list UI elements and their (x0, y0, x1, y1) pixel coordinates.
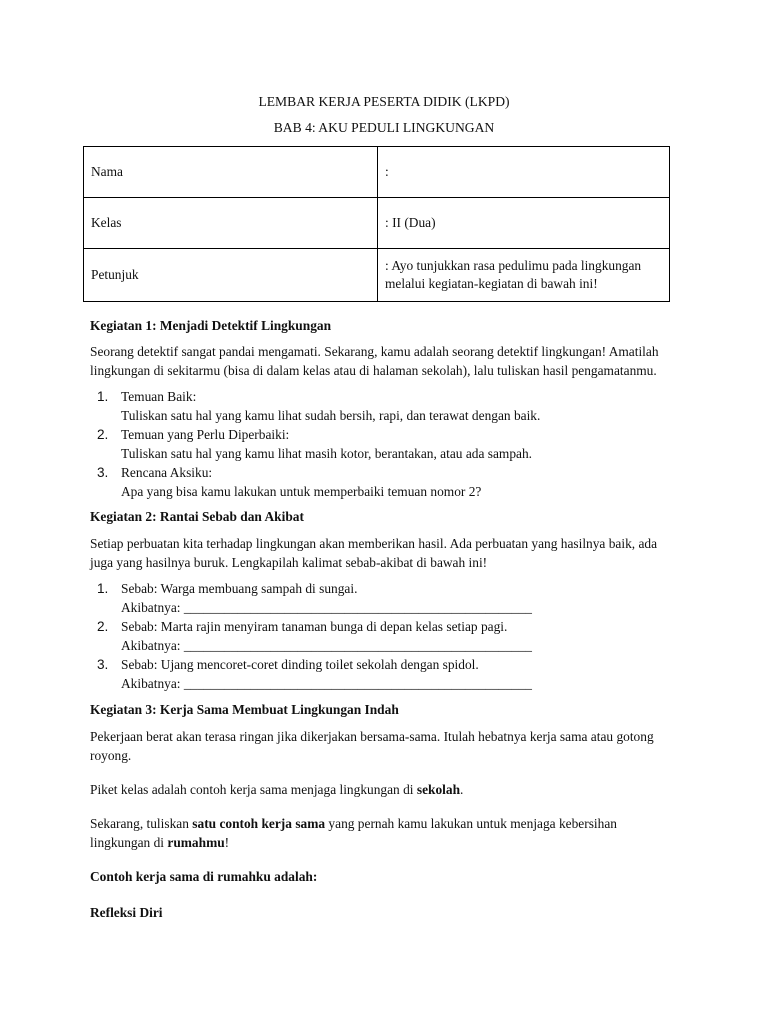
kegiatan-2-list (90, 579, 680, 693)
petunjuk-line-1: : Ayo tunjukkan rasa pedulimu pada lingkungan (385, 258, 642, 273)
kegiatan-1-list (90, 387, 680, 501)
p3-line-1 (90, 814, 680, 833)
p2-text: Piket kelas adalah contoh kerja sama menjaga lingkungan di (90, 782, 417, 797)
item-number: 2. (97, 619, 109, 634)
item-title: Rencana Aksiku: (121, 465, 213, 480)
chapter-title: BAB 4: AKU PEDULI LINGKUNGAN (273, 120, 495, 135)
p3-text: Sekarang, tuliskan (90, 816, 193, 831)
list-item (90, 617, 680, 655)
document-title: LEMBAR KERJA PESERTA DIDIK (LKPD) (258, 94, 510, 109)
p3-line-2 (90, 833, 680, 852)
item-akibat-blank: Akibatnya: ____________________________________________________ (121, 600, 533, 615)
nama-value: : (378, 147, 670, 198)
p3-emphasis: satu contoh kerja sama (192, 816, 326, 831)
kegiatan-2-intro (90, 534, 680, 572)
item-detail: Tuliskan satu hal yang kamu lihat masih kotor, berantakan, atau ada sampah. (121, 446, 533, 461)
info-row-kelas (84, 198, 670, 249)
item-detail: Tuliskan satu hal yang kamu lihat sudah bersih, rapi, dan terawat dengan baik. (121, 408, 541, 423)
item-title: Temuan yang Perlu Diperbaiki: (121, 427, 290, 442)
item-sebab: Sebab: Warga membuang sampah di sungai. (121, 581, 358, 596)
kegiatan-3-paragraph-3 (90, 814, 680, 852)
item-sebab: Sebab: Marta rajin menyiram tanaman bunga di depan kelas setiap pagi. (121, 619, 508, 634)
item-detail: Apa yang bisa kamu lakukan untuk memperbaiki temuan nomor 2? (121, 484, 482, 499)
item-number: 2. (97, 427, 109, 442)
kegiatan-3-heading: Kegiatan 3: Kerja Sama Membuat Lingkungan Indah (90, 702, 399, 717)
list-item (90, 387, 680, 425)
kegiatan-2-intro-line-2: juga yang hasilnya buruk. Lengkapilah kalimat sebab-akibat di bawah ini! (90, 555, 488, 570)
contoh-kerja-sama-prompt: Contoh kerja sama di rumahku adalah: (90, 869, 318, 884)
item-akibat-blank: Akibatnya: ____________________________________________________ (121, 676, 533, 691)
item-sebab: Sebab: Ujang mencoret-coret dinding toilet sekolah dengan spidol. (121, 657, 479, 672)
kegiatan-3-p1-line-1: Pekerjaan berat akan terasa ringan jika dikerjakan bersama-sama. Itulah hebatnya kerja sama atau gotong (90, 729, 654, 744)
kegiatan-1-intro-line-2: lingkungan di sekitarmu (bisa di dalam kelas atau di halaman sekolah), lalu tuliskan hasil pengamatanmu. (90, 363, 657, 378)
p2-end: . (460, 782, 464, 797)
p3-line2-emphasis: rumahmu (167, 835, 225, 850)
kegiatan-2-heading: Kegiatan 2: Rantai Sebab dan Akibat (90, 509, 304, 524)
list-item (90, 463, 680, 501)
info-row-nama (84, 147, 670, 198)
kegiatan-2-intro-line-1: Setiap perbuatan kita terhadap lingkungan akan memberikan hasil. Ada perbuatan yang hasilnya baik, ada (90, 536, 658, 551)
list-item (90, 425, 680, 463)
p3-line2-end: ! (224, 835, 230, 850)
item-number: 1. (97, 389, 109, 404)
kegiatan-1-heading: Kegiatan 1: Menjadi Detektif Lingkungan (90, 318, 332, 333)
kegiatan-1-intro-line-1: Seorang detektif sangat pandai mengamati. Sekarang, kamu adalah seorang detektif lingkungan! Amatilah (90, 344, 659, 359)
item-number: 3. (97, 657, 109, 672)
nama-label: Nama (84, 147, 378, 198)
list-item (90, 655, 680, 693)
list-item (90, 579, 680, 617)
item-akibat-blank: Akibatnya: ____________________________________________________ (121, 638, 533, 653)
student-info-table (83, 146, 670, 302)
kelas-label: Kelas (84, 198, 378, 249)
kegiatan-3-paragraph-1 (90, 727, 680, 765)
kegiatan-3-p1-line-2: royong. (90, 748, 132, 763)
item-number: 3. (97, 465, 109, 480)
petunjuk-line-2: melalui kegiatan-kegiatan di bawah ini! (385, 276, 598, 291)
petunjuk-value (378, 249, 670, 302)
p2-emphasis: sekolah (416, 782, 461, 797)
item-number: 1. (97, 581, 109, 596)
refleksi-diri-heading: Refleksi Diri (90, 905, 163, 920)
info-row-petunjuk (84, 249, 670, 302)
kegiatan-1-intro (90, 342, 680, 380)
item-title: Temuan Baik: (121, 389, 197, 404)
p3-text-cont: yang pernah kamu lakukan untuk menjaga kebersihan (325, 816, 617, 831)
kegiatan-3-paragraph-2 (90, 780, 680, 799)
petunjuk-label: Petunjuk (84, 249, 378, 302)
p3-line2-text: lingkungan di (90, 835, 168, 850)
kelas-value: : II (Dua) (378, 198, 670, 249)
